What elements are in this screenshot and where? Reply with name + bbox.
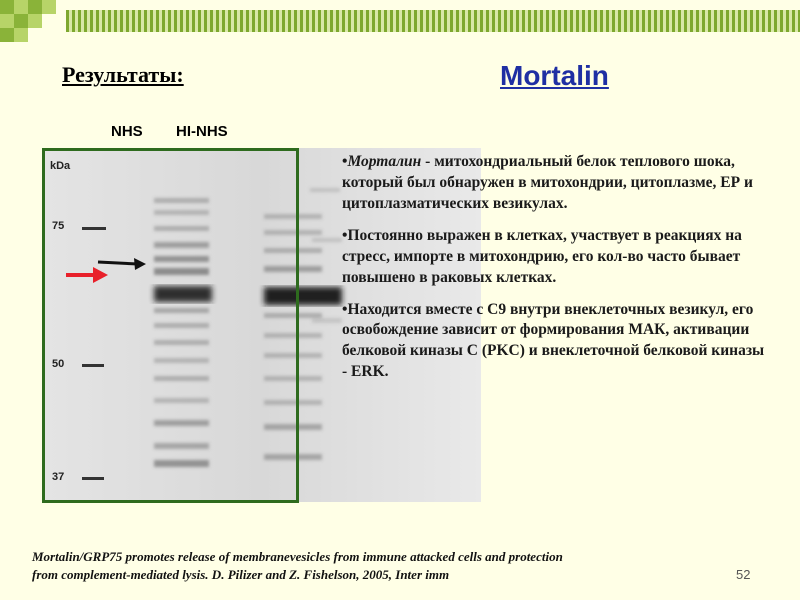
bullet-term: Морталин [347, 153, 422, 170]
bullet-text: Находится вместе с С9 внутри внеклеточных везикул, его освобождение зависит от формирования МАК, активации белковой киназы С (PKC) и внеклеточной белковой киназы - ERK. [342, 300, 765, 381]
corner-decoration [0, 0, 60, 48]
red-arrow-icon [66, 266, 108, 284]
lane-label-nhs: NHS [111, 123, 143, 140]
citation [32, 548, 732, 583]
bullet-item: •Постоянно выражен в клетках, участвует в реакциях на стресс, импорте в митохондрию, его кол-во часто бывает повышено в раковых клетках. [342, 226, 742, 286]
slide-number: 52 [736, 567, 751, 582]
bullet-item: •Находится вместе с С9 внутри внеклеточных везикул, его освобождение зависит от формирования МАК, активации белковой киназы С (PKC) и внеклеточной белковой киназы - ERK. [342, 300, 765, 381]
unit-label: kDa [50, 160, 71, 172]
marker-label-37: 37 [52, 471, 65, 483]
marker-label-75: 75 [52, 220, 65, 232]
citation-line: Mortalin/GRP75 promotes release of membranevesicles from immune attacked cells and protection [32, 549, 563, 564]
bullet-text: - митохондриальный белок теплового шока, который был обнаружен в митохондрии, цитоплазме, ЕР и цитоплазматических везикулах. [342, 153, 753, 212]
description-bullets [342, 152, 772, 394]
header-stripe-bar [66, 10, 800, 32]
marker-label-50: 50 [52, 358, 65, 370]
lane-label-hi-nhs: HI-NHS [176, 123, 228, 140]
bullet-text: Постоянно выражен в клетках, участвует в реакциях на стресс, импорте в митохондрию, его кол-во часто бывает повышено в раковых клетках. [342, 226, 742, 286]
slide-title: Mortalin [500, 60, 609, 91]
citation-line: from complement-mediated lysis. D. Pilizer and Z. Fishelson, 2005, Inter imm [32, 566, 450, 582]
results-heading: Результаты: [62, 62, 184, 87]
bullet-item: •Морталин - митохондриальный белок теплового шока, который был обнаружен в митохондрии, цитоплазме, ЕР и цитоплазматических везикулах. [342, 153, 753, 212]
